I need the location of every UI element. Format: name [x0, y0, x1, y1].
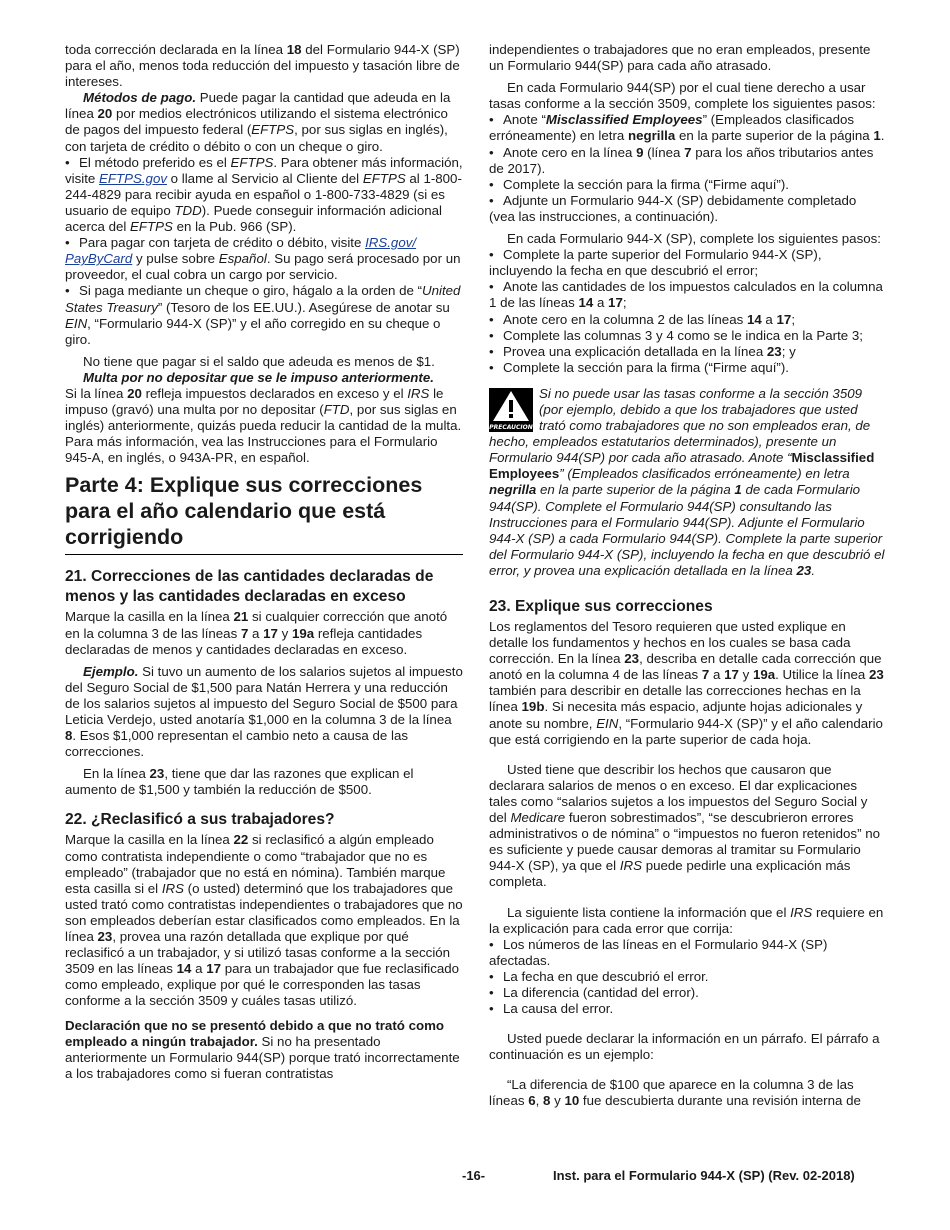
bullet-eftps: • El método preferido es el EFTPS. Para obtener más información, visite EFTPS.gov o llame al Servicio al Cliente del EFTPS al 1-800-244-4829 para recibir ayuda en español o 1-800-733-4829 (si es usuario de equipo TDD). Puede conseguir información adicional acerca del EFTPS en la Pub. 966 (SP).: [65, 154, 463, 235]
paragraph-multa: Si la línea 20 refleja impuestos declarados en exceso y el IRS le impuso (gravó) una multa por no depositar (FTD, por sus siglas en inglés) anteriormente, quizás pueda reducir la cantidad de la multa. Para más información, vea las Instrucciones para el Formulario 945-A, en inglés, o 943A-PR, en español.: [65, 385, 462, 466]
part4-heading: Parte 4: Explique sus correcciones para el año calendario que está corrigiendo: [65, 472, 463, 555]
irs-paybycard-link[interactable]: IRS.gov/ PayByCard: [65, 235, 417, 267]
step-1-linea9: • Anote cero en la línea 9 (línea 7 para los años tributarios antes de 2017).: [489, 144, 874, 176]
section-23-paragraph-4: Usted puede declarar la información en un párrafo. El párrafo a continuación es un ejemplo:: [489, 1031, 880, 1063]
list-item: • La diferencia (cantidad del error).: [489, 984, 699, 1000]
caution-text: Si no puede usar las tasas conforme a la sección 3509 (por ejemplo, debido a que los trabajadores que usted trató como trabajadores que no son empleados eran, de hecho, empleados estatutarios determinados), presente un Formulario 944(SP) por cada año atrasado. Anote “Misclassified Employees” (Empleados clasificados erróneamente) en letra negrilla en la parte superior de la página 1 de cada Formulario 944(SP). Complete el Formulario 944(SP) consultando las Instrucciones para el Formulario 944(SP). Adjunte el Formulario 944-X (SP) a cada Formulario 944(SP). Complete la parte superior del Formulario 944-X (SP), incluyendo la fecha en que descubrió el error, y provea una explicación detallada en la línea 23.: [489, 385, 885, 578]
section-23-heading: 23. Explique sus correcciones: [489, 598, 713, 615]
paragraph-pasos-944x: En cada Formulario 944-X (SP), complete los siguientes pasos:: [507, 231, 881, 247]
step-2-columna2: • Anote cero en la columna 2 de las líneas 14 a 17;: [489, 311, 796, 327]
page-number: -16-: [462, 1168, 486, 1183]
left-column: [65, 42, 463, 1082]
paragraph-no-pagar: No tiene que pagar si el saldo que adeuda es menos de $1.: [83, 353, 435, 369]
caution-icon: [489, 388, 533, 432]
section-23-paragraph-2: Usted tiene que describir los hechos que causaron que declarara salarios de menos o en exceso. El dar explicaciones tales como “salarios sujetos a los impuestos del Seguro Social y del Medicare fueron sobrestimados”, “se descubrieron errores administrativos o de nómina” o “impuestos no fueron retenidos” no es suficiente y puede causar demoras al tramitar su Formulario 944-X (SP), ya que el IRS puede pedirle una explicación más completa.: [489, 761, 880, 890]
step-2-firma: • Complete la sección para la firma (“Firme aquí”).: [489, 359, 789, 375]
section-22-declaracion: Declaración que no se presentó debido a que no trató como empleado a ningún trabajador. Si no ha presentado anteriormente un Formulario 944(SP) porque trató incorrectamente a los trabajadores como si fueran contratistas: [65, 1017, 460, 1081]
step-2-parte-superior: • Complete la parte superior del Formulario 944-X (SP), incluyendo la fecha en que descubrió el error;: [489, 247, 822, 279]
caution-box: [489, 386, 885, 579]
footer-title: Inst. para el Formulario 944-X (SP) (Rev. 02-2018): [553, 1168, 855, 1183]
step-2-explicacion: • Provea una explicación detallada en la línea 23; y: [489, 343, 796, 359]
right-column: [489, 42, 885, 1110]
section-23-paragraph-5: “La diferencia de $100 que aparece en la columna 3 de las líneas 6, 8 y 10 fue descubierta durante una revisión interna de: [489, 1077, 861, 1109]
section-22-paragraph: Marque la casilla en la línea 22 si reclasificó a algún empleado como contratista independiente o como “trabajador que no es empleado” (trabajador que no está en nómina). También marque esta casilla si el IRS (o usted) determinó que los trabajadores que usted trató como contratistas independientes o trabajadores que no son empleados deberían estar clasificados como empleados. En la línea 23, provea una razón detallada que explique por qué reclasificó a un trabajador, y si utilizó tasas conforme a la sección 3509 en las líneas 14 a 17 para un trabajador que fue reclasificado como empleado, explique por qué le corresponden las tasas conforme a la sección 3509 y cuáles tasas utilizó.: [65, 832, 463, 1009]
step-1-misclassified: • Anote “Misclassified Employees” (Empleados clasificados erróneamente) en letra negrilla en la parte superior de la página 1.: [489, 112, 885, 144]
heading-multa: Multa por no depositar que se le impuso anteriormente.: [83, 369, 434, 385]
section-23-paragraph-3: La siguiente lista contiene la información que el IRS requiere en la explicación para cada error que corrija:: [489, 904, 884, 936]
list-item: • La causa del error.: [489, 1001, 614, 1017]
caution-label: PRECAUCION: [489, 423, 533, 431]
section-21-line23: En la línea 23, tiene que dar las razones que explican el aumento de $1,500 y también la reducción de $500.: [65, 766, 414, 798]
section-21-example: Ejemplo. Si tuvo un aumento de los salarios sujetos al impuesto del Seguro Social de $1,500 para Natán Herrera y una reducción de los salarios sujetos al impuesto del Seguro Social de $500 para Leticia Verdejo, usted anotaría $1,000 en la columna 3 de la línea 8. Esos $1,000 representan el cambio neto a causa de las correcciones.: [65, 663, 463, 760]
step-1-firma: • Complete la sección para la firma (“Firme aquí”).: [489, 176, 789, 192]
list-item: • Los números de las líneas en el Formulario 944-X (SP) afectadas.: [489, 936, 828, 968]
paragraph-continuation: independientes o trabajadores que no eran empleados, presente un Formulario 944(SP) para cada año atrasado.: [489, 42, 871, 74]
section-21-paragraph: Marque la casilla en la línea 21 si cualquier corrección que anotó en la columna 3 de las líneas 7 a 17 y 19a refleja cantidades declaradas de menos y cantidades declaradas en exceso.: [65, 609, 448, 657]
step-2-columna1: • Anote las cantidades de los impuestos calculados en la columna 1 de las líneas 14 a 17;: [489, 279, 883, 311]
section-22-heading: 22. ¿Reclasificó a sus trabajadores?: [65, 811, 335, 829]
eftps-link[interactable]: EFTPS.gov: [99, 170, 167, 186]
step-2-columnas34: • Complete las columnas 3 y 4 como se le indica en la Parte 3;: [489, 327, 863, 343]
paragraph-intro: toda corrección declarada en la línea 18 del Formulario 944-X (SP) para el año, menos toda reducción del impuesto y tasación libre de intereses.: [65, 42, 460, 90]
section-21-heading: 21. Correcciones de las cantidades declaradas de menos y las cantidades declaradas en exceso: [65, 568, 434, 606]
list-item: • La fecha en que descubrió el error.: [489, 968, 709, 984]
paragraph-metodos-de-pago: Métodos de pago. Puede pagar la cantidad que adeuda en la línea 20 por medios electrónicos utilizando el sistema electrónico de pagos del impuesto federal (EFTPS, por sus siglas en inglés), con tarjeta de crédito o débito o con un cheque o giro.: [65, 90, 451, 154]
paragraph-pasos-3509: En cada Formulario 944(SP) por el cual tiene derecho a usar tasas conforme a la sección 3509, complete los siguientes pasos:: [489, 80, 876, 112]
section-23-paragraph-1: Los reglamentos del Tesoro requieren que usted explique en detalle los fundamentos y hechos en los cuales se basa cada corrección. En la línea 23, describa en detalle cada corrección que anotó en la columna 4 de las líneas 7 a 17 y 19a. Utilice la línea 23 también para describir en detalle las correcciones hechas en la línea 19b. Si necesita más espacio, adjunte hojas adicionales y anote su nombre, EIN, “Formulario 944-X (SP)” y el año calendario que está corrigiendo en la parte superior de cada hoja.: [489, 619, 884, 747]
bullet-cheque: • Si paga mediante un cheque o giro, hágalo a la orden de “United States Treasury” (Tesoro de los EE.UU.). Asegúrese de anotar su EIN, “Formulario 944-X (SP)” y el año corregido en su cheque o giro.: [65, 283, 461, 347]
step-1-adjunte: • Adjunte un Formulario 944-X (SP) debidamente completado (vea las instrucciones, a continuación).: [489, 192, 857, 224]
bullet-tarjeta: • Para pagar con tarjeta de crédito o débito, visite IRS.gov/ PayByCard y pulse sobre Español. Su pago será procesado por un proveedor, el cual cobra un cargo por servicio.: [65, 235, 461, 283]
